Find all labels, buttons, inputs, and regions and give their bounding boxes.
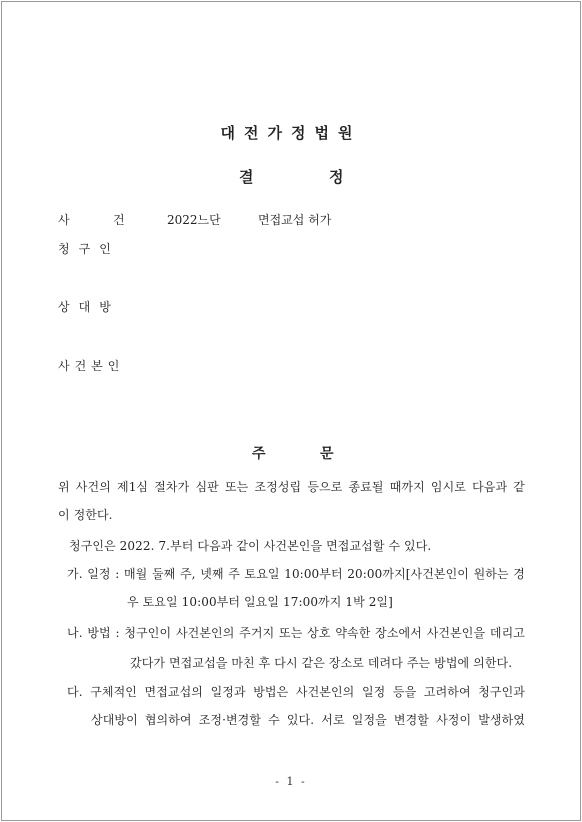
item-na-line-1: 나. 방법 : 청구인이 사건본인의 주거지 또는 상호 약속한 장소에서 사건본인을 데리고: [67, 626, 525, 640]
page-number: - 1 -: [275, 775, 307, 788]
item-na-line-2: 갔다가 면접교섭을 마친 후 다시 같은 장소로 데려다 주는 방법에 의한다.: [130, 656, 513, 670]
court-name: 대전가정법원: [220, 124, 362, 142]
party-respondent-label: [58, 298, 111, 315]
party-claimant-char-1: 청: [58, 242, 70, 256]
item-da-line-2: 상대방이 협의하여 조정·변경할 수 있다. 서로 일정을 변경할 사정이 발생하였: [91, 713, 525, 727]
item-ga-line-1: 가. 일정 : 매월 둘째 주, 넷째 주 토요일 10:00부터 20:00까지[사건본인이 원하는 경: [67, 567, 525, 581]
item-ga-line-2: 우 토요일 10:00부터 일요일 17:00까지 1박 2일]: [127, 595, 393, 609]
case-number: 2022느단: [167, 213, 221, 227]
party-claimant-char-3: 인: [99, 242, 111, 256]
party-claimant-char-2: 구: [78, 242, 91, 256]
item-da-line-1: 다. 구체적인 면접교섭의 일정과 방법은 사건본인의 일정 등을 고려하여 청구인과: [67, 685, 525, 699]
party-principal-char-4: 인: [107, 359, 120, 373]
section-title-char-1: 주: [252, 446, 266, 462]
order-paragraph-line-2: 이 정한다.: [58, 508, 113, 522]
party-principal-label: [58, 357, 119, 374]
party-respondent-char-2: 대: [78, 300, 91, 314]
case-label-char-2: 건: [113, 213, 125, 227]
party-respondent-char-3: 방: [99, 300, 111, 314]
party-respondent-char-1: 상: [58, 300, 70, 314]
case-title: 면접교섭 허가: [258, 213, 332, 227]
party-principal-char-3: 본: [91, 359, 103, 373]
document-type-char-1: 결: [239, 168, 254, 186]
party-principal-char-2: 건: [74, 359, 87, 373]
party-principal-char-1: 사: [58, 359, 70, 373]
party-claimant-label: [58, 240, 111, 257]
order-paragraph-line-1: 위 사건의 제1심 절차가 심판 또는 조정성립 등으로 종료될 때까지 임시로 다음과 같: [58, 480, 525, 494]
case-label-char-1: 사: [58, 213, 70, 227]
order-main-clause: 청구인은 2022. 7.부터 다음과 같이 사건본인을 면접교섭할 수 있다.: [69, 539, 432, 553]
document-type-char-2: 정: [329, 168, 344, 186]
section-title-char-2: 문: [320, 446, 334, 462]
